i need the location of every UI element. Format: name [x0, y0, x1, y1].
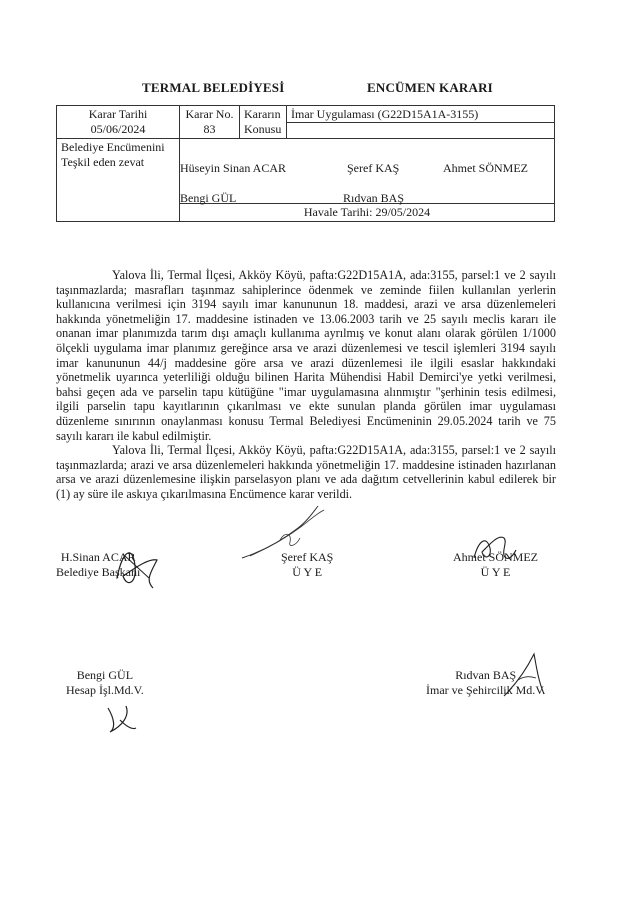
- decision-number-cell: [180, 106, 240, 139]
- signatory-name: Bengi GÜL: [76, 668, 134, 682]
- municipality-title: TERMAL BELEDİYESİ: [142, 80, 285, 95]
- signatory-name: Ahmet SÖNMEZ: [453, 550, 538, 564]
- decision-meta-table: [56, 105, 555, 222]
- signatory-title: Belediye Başkanı: [56, 565, 141, 579]
- signature-block-kas: [281, 550, 333, 580]
- havale-date: Havale Tarihi: 29/05/2024: [180, 204, 555, 222]
- council-label-cell: [57, 139, 180, 222]
- decision-body: [56, 268, 556, 502]
- signature-block-acar: [56, 550, 140, 580]
- decision-date-label: Karar Tarihi: [88, 107, 148, 121]
- council-member: Ahmet SÖNMEZ: [443, 161, 528, 175]
- council-member: Bengi GÜL: [180, 191, 237, 205]
- signatory-name: H.Sinan ACAR: [60, 550, 136, 564]
- signature-block-sonmez: [453, 550, 538, 580]
- signature-block-gul: [66, 668, 144, 698]
- signatory-title: Ü Y E: [480, 565, 511, 579]
- decision-subject-value: [287, 106, 555, 139]
- signature-scribble-gul: [104, 702, 138, 736]
- decision-number-value: 83: [203, 122, 216, 136]
- council-label-line-1: Belediye Encümenini: [61, 140, 165, 154]
- decision-date-cell: [57, 106, 180, 139]
- decision-date-value: 05/06/2024: [90, 122, 146, 136]
- decision-info-row: [57, 106, 555, 139]
- decision-subject-label-cell: [240, 106, 287, 139]
- signatory-title: İmar ve Şehircilik Md.V.: [426, 683, 546, 697]
- council-member: Rıdvan BAŞ: [343, 191, 405, 205]
- council-label-line-2: Teşkil eden zevat: [61, 155, 145, 169]
- document-type-title: ENCÜMEN KARARI: [367, 80, 493, 95]
- decision-paragraph: Yalova İli, Termal İlçesi, Akköy Köyü, pafta:G22D15A1A, ada:3155, parsel:1 ve 2 sayılı taşınmazlarda; arazi ve arsa düzenlemeleri hakkında yönetmeliğin 17. maddesine istinaden hazırlanan arsa ve arazi düzenlemesine ilişkin parselasyon planı ve ada dağıtım cetvellerinin kabul edilerek bir (1) ay süre ile askıya çıkarılmasına Encümence karar verildi.: [56, 443, 556, 501]
- council-members-cell: [180, 139, 555, 204]
- decision-paragraph: Yalova İli, Termal İlçesi, Akköy Köyü, pafta:G22D15A1A, ada:3155, parsel:1 ve 2 sayılı taşınmazlarda; masrafları taşınmaz sahiplerince ödenmek ve zeminde fiilen kullanılan yerlerin kullanıcına verilmesi için 3194 sayılı imar kanununun 18. maddesi, arazi ve arsa düzenlemeleri hakkında yönetmeliğin 17. maddesine istinaden ve 13.06.2003 tarih ve 25 sayılı meclis kararı ile onanan imar planımızda tarım dışı amaçlı kullanıma ayrılmış ve konut alanı olarak görülen 1/1000 ölçekli uygulama imar planımız gereğince arsa ve arazi düzenlemesi ve tescil işlemleri 3194 sayılı imar kanununun 44/j maddesine göre arsa ve arazi düzenlemesi ile ilgili esaslar hakkındaki yönetmelik uyarınca yeterliliği olduğu bilinen Harita Mühendisi Habil Demirci'ye yetki verilmesi, bahsi geçen ada ve parselin tapu kütüğüne "imar uygulamasına alınmıştır "şerhinin tesis edilmesi, ilgili parselin tapu kayıtlarının çıkarılması ve ekte sunulan planda görülen imar uygulaması düzenleme sınırının onaylanması konusu Termal Belediyesi Encümeninin 29.05.2024 tarih ve 75 sayılı kararı ile kabul edilmiştir.: [56, 268, 556, 443]
- signatory-name: Şeref KAŞ: [281, 550, 334, 564]
- signature-block-bas: [426, 668, 545, 698]
- signatory-title: Hesap İşl.Md.V.: [66, 683, 144, 697]
- signatory-title: Ü Y E: [292, 565, 323, 579]
- subject-label-line-1: Kararın: [244, 107, 281, 121]
- decision-number-label: Karar No.: [185, 107, 234, 121]
- council-members-row: [57, 139, 555, 204]
- council-member: Hüseyin Sinan ACAR: [180, 161, 287, 175]
- subject-label-line-2: Konusu: [244, 122, 282, 136]
- council-member: Şeref KAŞ: [347, 161, 400, 175]
- signatory-name: Rıdvan BAŞ: [455, 668, 517, 682]
- subject-value-text: İmar Uygulaması (G22D15A1A-3155): [287, 107, 554, 123]
